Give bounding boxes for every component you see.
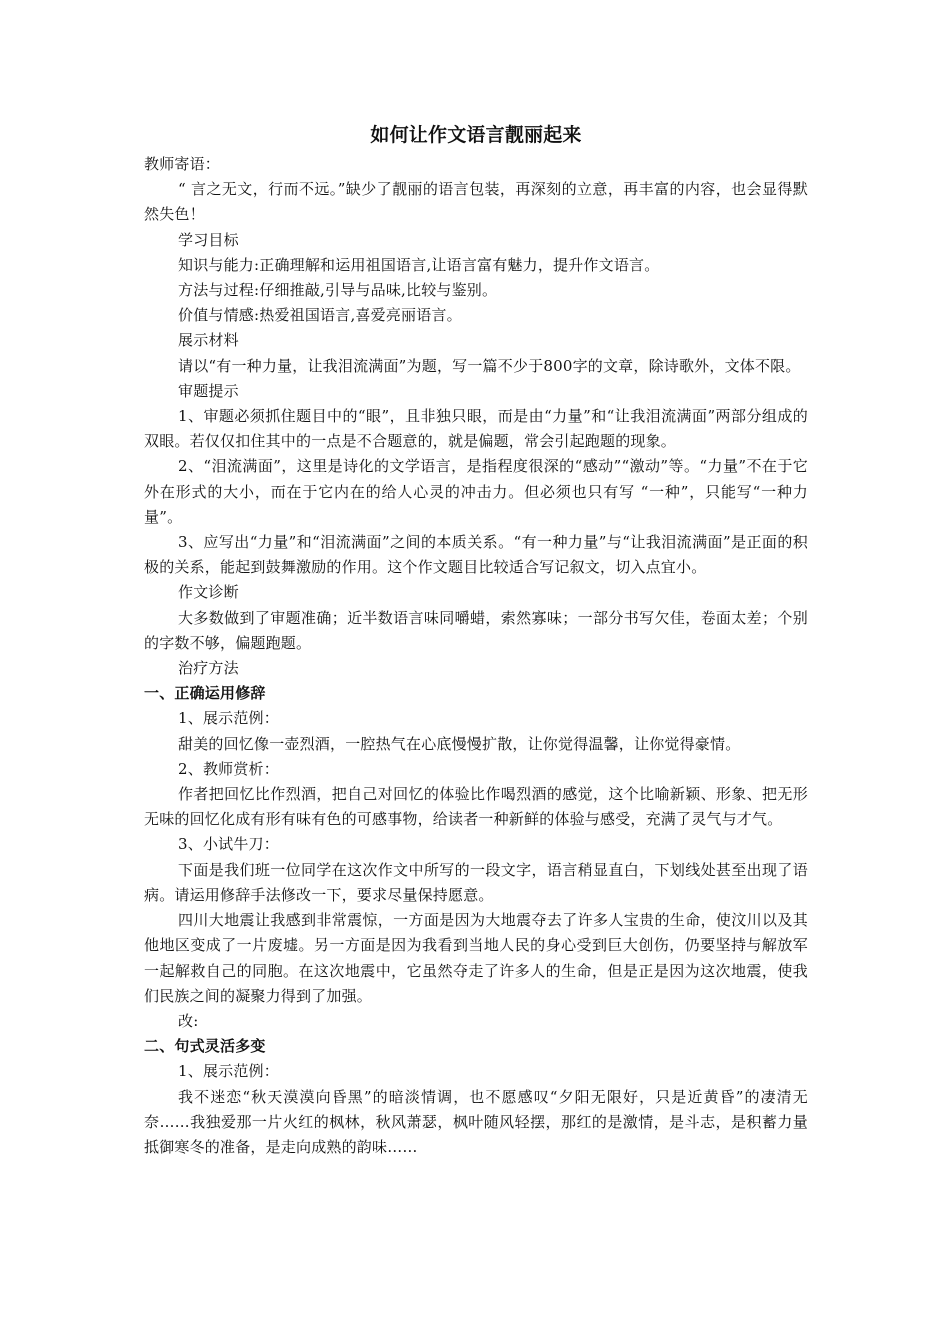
- section1-analysis-label: 2、教师赏析：: [178, 759, 279, 778]
- diagnosis-text: 大多数做到了审题准确；近半数语言味同嚼蜡，索然寡味；一部分书写欠佳，卷面太差；个别的字数不够，偏题跑题。: [144, 608, 808, 652]
- section1-try-label: 3、小试牛刀：: [178, 835, 279, 854]
- material-heading: 展示材料: [178, 331, 239, 350]
- diagnosis-heading: 作文诊断: [178, 583, 239, 602]
- section1-revise-label: 改:: [178, 1011, 199, 1030]
- section2-example-label: 1、展示范例：: [178, 1062, 279, 1081]
- goals-heading: 学习目标: [178, 230, 239, 249]
- section2-example: 我不迷恋“秋天漠漠向昏黑”的暗淡情调，也不愿感叹“夕阳无限好，只是近黄昏”的凄清无奈……我独爱那一片火红的枫林，秋风萧瑟，枫叶随风轻摆，那红的是激情，是斗志，是积蓄力量抵御寒冬的准备，是走向成熟的韵味……: [144, 1087, 808, 1156]
- section2-heading: 二、句式灵活多变: [144, 1037, 266, 1056]
- hint-item: 1、审题必须抓住题目中的“眼”，且非独只眼，而是由“力量”和“让我泪流满面”两部分组成的双眼。若仅仅扣住其中的一点是不合题意的，就是偏题，常会引起跑题的现象。: [144, 407, 808, 451]
- section1-example-label: 1、展示范例：: [178, 709, 279, 728]
- material-text: 请以“有一种力量，让我泪流满面”为题，写一篇不少于800字的文章，除诗歌外，文体不限。: [178, 356, 801, 375]
- goal-value: 价值与情感:热爱祖国语言,喜爱亮丽语言。: [178, 306, 462, 325]
- section1-try-text: 下面是我们班一位同学在这次作文中所写的一段文字，语言稍显直白，下划线处甚至出现了语病。请运用修辞手法修改一下，要求尽量保持愿意。: [144, 860, 808, 904]
- section1-example: 甜美的回忆像一壶烈酒，一腔热气在心底慢慢扩散，让你觉得温馨，让你觉得豪情。: [178, 734, 741, 753]
- document-page: [144, 118, 808, 1160]
- treatment-heading: 治疗方法: [178, 659, 239, 678]
- document-title: 如何让作文语言靓丽起来: [370, 124, 582, 146]
- section1-analysis: 作者把回忆比作烈酒，把自己对回忆的体验比作喝烈酒的感觉，这个比喻新颖、形象、把无形无味的回忆化成有形有味有色的可感事物，给读者一种新鲜的体验与感受，充满了灵气与才气。: [144, 785, 808, 829]
- hints-heading: 审题提示: [178, 381, 239, 400]
- teacher-message: “ 言之无文，行而不远。”缺少了靓丽的语言包装，再深刻的立意，再丰富的内容，也会显得默然失色！: [144, 180, 808, 224]
- section1-passage: 四川大地震让我感到非常震惊，一方面是因为大地震夺去了许多人宝贵的生命，使汶川以及其他地区变成了一片废墟。另一方面是因为我看到当地人民的身心受到巨大创伤，仍要坚持与解放军一起解救自己的同胞。在这次地震中，它虽然夺走了许多人的生命，但是正是因为这次地震，使我们民族之间的凝聚力得到了加强。: [144, 911, 808, 1005]
- goal-method: 方法与过程:仔细推敲,引导与品味,比较与鉴别。: [178, 281, 498, 300]
- hint-item: 2、“泪流满面”，这里是诗化的文学语言，是指程度很深的“感动”“激动”等。“力量”不在于它外在形式的大小，而在于它内在的给人心灵的冲击力。但必须也只有写 “一种”，只能写“一种力量”。: [144, 457, 808, 526]
- hint-item: 3、应写出“力量”和“泪流满面”之间的本质关系。“有一种力量”与“让我泪流满面”是正面的积极的关系，能起到鼓舞激励的作用。这个作文题目比较适合写记叙文，切入点宜小。: [144, 533, 808, 577]
- goal-knowledge: 知识与能力:正确理解和运用祖国语言,让语言富有魅力，提升作文语言。: [178, 255, 660, 274]
- teacher-label: 教师寄语：: [144, 155, 221, 173]
- section1-heading: 一、正确运用修辞: [144, 684, 266, 703]
